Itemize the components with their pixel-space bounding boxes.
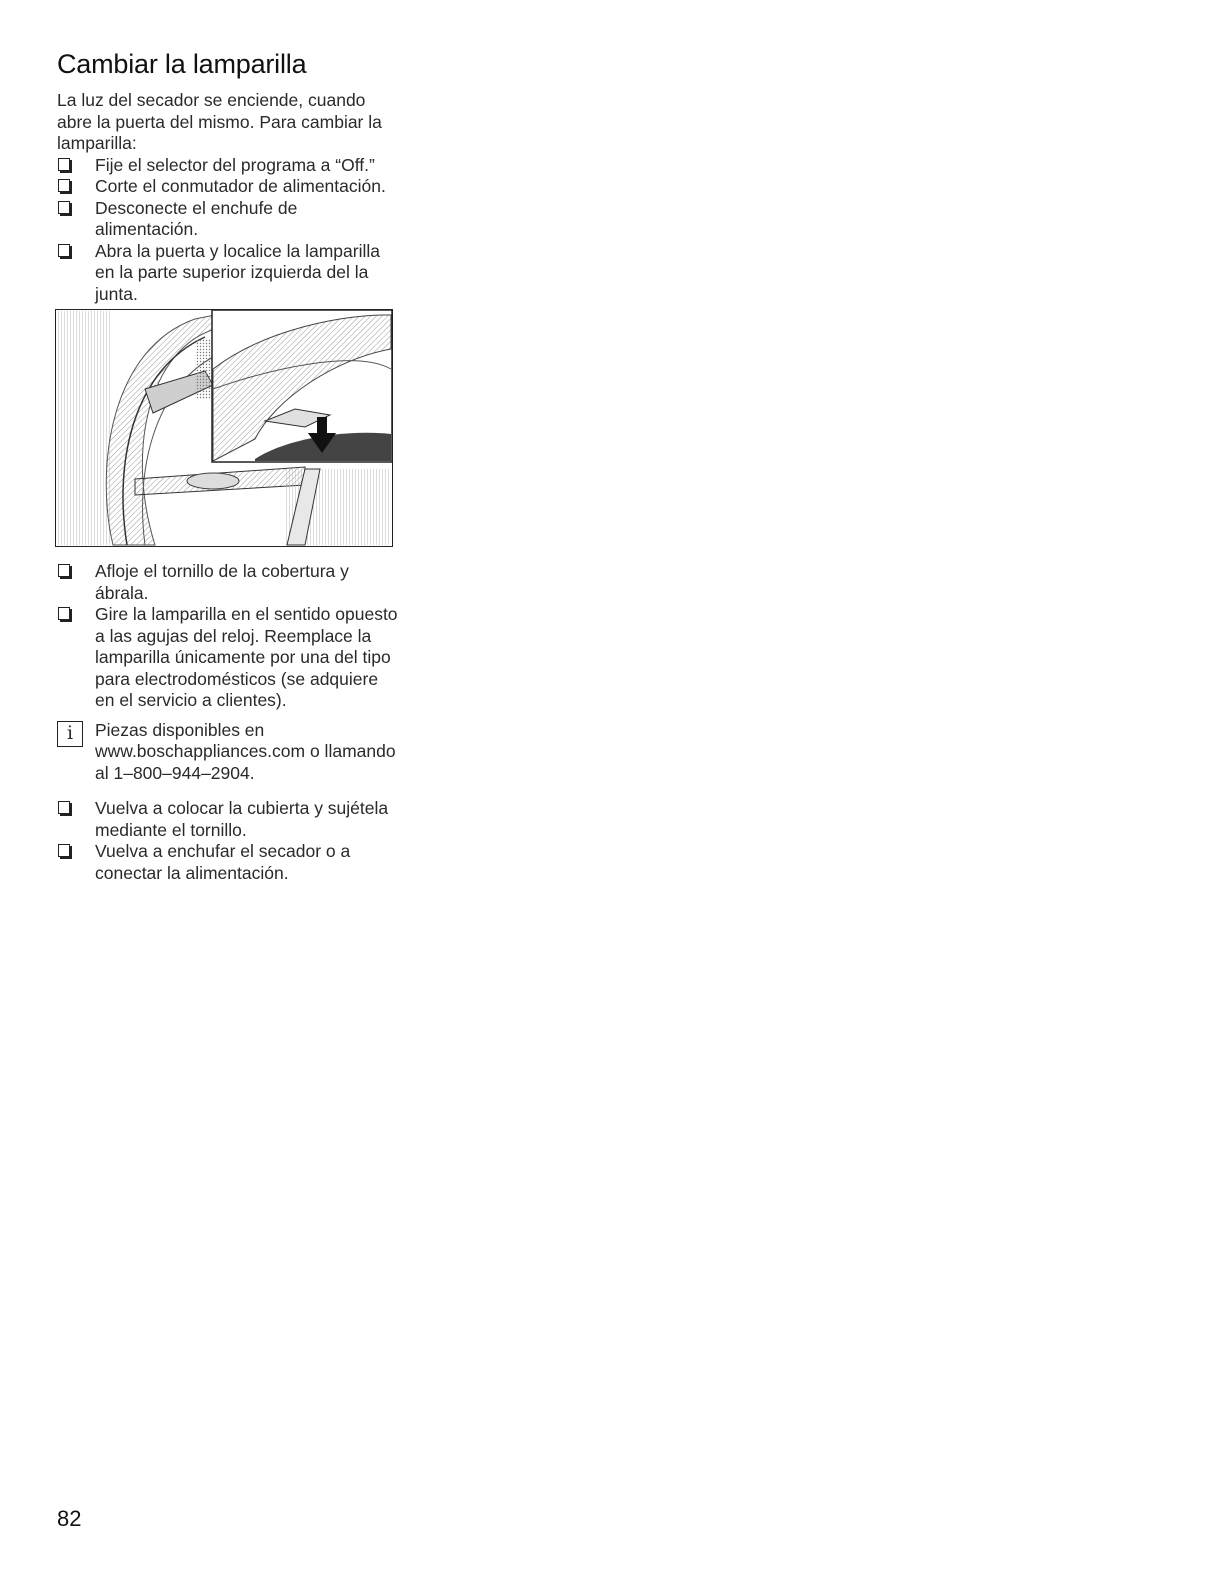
intro-text: La luz del secador se enciende, cuando abre la puerta del mismo. Para cambiar la lamparilla: bbox=[57, 90, 382, 153]
list-item: Fije el selector del programa a “Off.” bbox=[57, 155, 402, 177]
checkbox-bullet-icon bbox=[58, 564, 70, 577]
list-item: Afloje el tornillo de la cobertura y ábrala. bbox=[57, 561, 402, 604]
page-title: Cambiar la lamparilla bbox=[57, 49, 307, 79]
info-note bbox=[57, 720, 402, 785]
steps-list-before bbox=[57, 155, 402, 306]
content-column bbox=[57, 48, 402, 884]
info-icon: i bbox=[57, 721, 83, 747]
list-item: Abra la puerta y localice la lamparilla en la parte superior izquierda del la junta. bbox=[57, 241, 402, 306]
list-item: Vuelva a colocar la cubierta y sujétela mediante el tornillo. bbox=[57, 798, 402, 841]
checkbox-bullet-icon bbox=[58, 158, 70, 171]
checkbox-bullet-icon bbox=[58, 201, 70, 214]
checkbox-bullet-icon bbox=[58, 607, 70, 620]
checkbox-bullet-icon bbox=[58, 801, 70, 814]
steps-list-after bbox=[57, 561, 402, 712]
checkbox-bullet-icon bbox=[58, 244, 70, 257]
checkbox-bullet-icon bbox=[58, 179, 70, 192]
list-item: Gire la lamparilla en el sentido opuesto a las agujas del reloj. Reemplace la lamparilla únicamente por una del tipo para electrodomésticos (se adquiere en el servicio a clientes). bbox=[57, 604, 402, 712]
list-item: Corte el conmutador de alimentación. bbox=[57, 176, 402, 198]
steps-list-final bbox=[57, 798, 402, 884]
list-item: Desconecte el enchufe de alimentación. bbox=[57, 198, 402, 241]
page-number: 82 bbox=[57, 1506, 82, 1531]
checkbox-bullet-icon bbox=[58, 844, 70, 857]
list-item: Vuelva a enchufar el secador o a conectar la alimentación. bbox=[57, 841, 402, 884]
info-note-text: Piezas disponibles en www.boschappliances.com o llamando al 1–800–944–2904. bbox=[95, 719, 396, 783]
lamp-location-illustration bbox=[55, 309, 393, 547]
